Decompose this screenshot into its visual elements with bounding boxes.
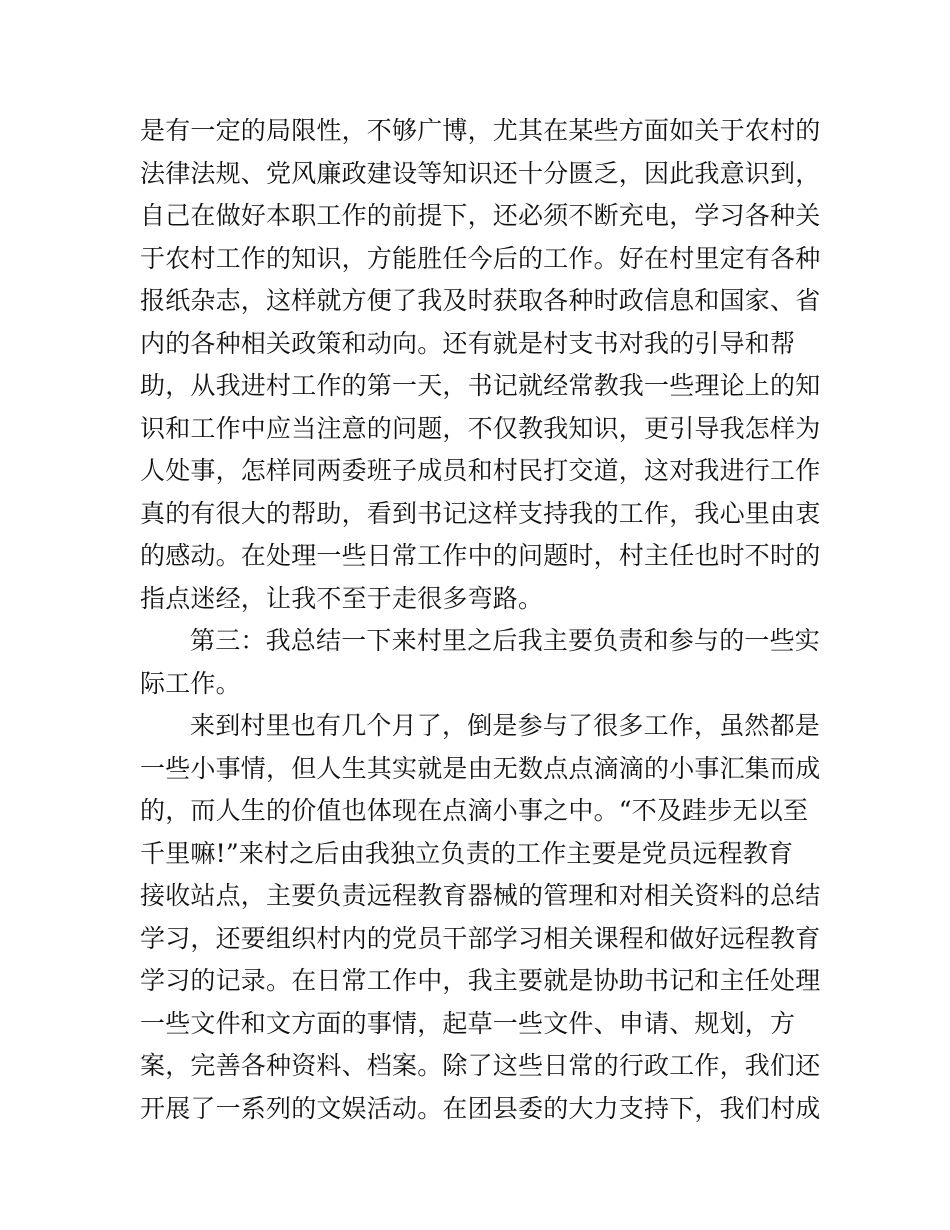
text-line: 报纸杂志，这样就方便了我及时获取各种时政信息和国家、省 [140,286,821,315]
document-body [140,110,820,1130]
text-line: 学习的记录。在日常工作中，我主要就是协助书记和主任处理 [140,966,821,995]
text-line: 指点迷经，让我不至于走很多弯路。 [140,583,544,613]
text-line: 一些小事情，但人生其实就是由无数点点滴滴的小事汇集而成 [140,753,821,783]
text-line: 真的有很大的帮助，看到书记这样支持我的工作，我心里由衷 [140,498,821,528]
text-line: 千里嘛!”来村之后由我独立负责的工作主要是党员远程教育 [140,838,794,868]
text-line: 是有一定的局限性，不够广博，尤其在某些方面如关于农村的 [140,116,821,145]
text-line: 人处事，怎样同两委班子成员和村民打交道，这对我进行工作 [140,456,821,485]
paragraph-start-line: 来到村里也有几个月了，倒是参与了很多工作，虽然都是 [190,711,821,740]
text-line: 开展了一系列的文娱活动。在团县委的大力支持下，我们村成 [140,1093,821,1123]
text-line: 一些文件和文方面的事情，起草一些文件、申请、规划，方 [140,1008,796,1038]
text-line: 际工作。 [140,668,241,698]
text-line: 内的各种相关政策和动向。还有就是村支书对我的引导和帮 [140,328,796,358]
text-line: 学习，还要组织村内的党员干部学习相关课程和做好远程教育 [140,923,821,953]
paragraph-start-line: 第三：我总结一下来村里之后我主要负责和参与的一些实 [190,626,821,655]
text-line: 自己在做好本职工作的前提下，还必须不断充电，学习各种关 [140,201,821,230]
text-line: 识和工作中应当注意的问题，不仅教我知识，更引导我怎样为 [140,413,821,443]
text-line: 助，从我进村工作的第一天，书记就经常教我一些理论上的知 [140,371,821,400]
text-line: 于农村工作的知识，方能胜任今后的工作。好在村里定有各种 [140,243,821,273]
text-line: 的感动。在处理一些日常工作中的问题时，村主任也时不时的 [140,541,821,570]
text-line: 法律法规、党风廉政建设等知识还十分匮乏，因此我意识到， [140,158,821,188]
text-line: 案，完善各种资料、档案。除了这些日常的行政工作，我们还 [140,1051,821,1080]
text-line: 接收站点，主要负责远程教育器械的管理和对相关资料的总结 [140,881,821,910]
text-line: 的，而人生的价值也体现在点滴小事之中。“不及跬步无以至 [140,796,809,825]
